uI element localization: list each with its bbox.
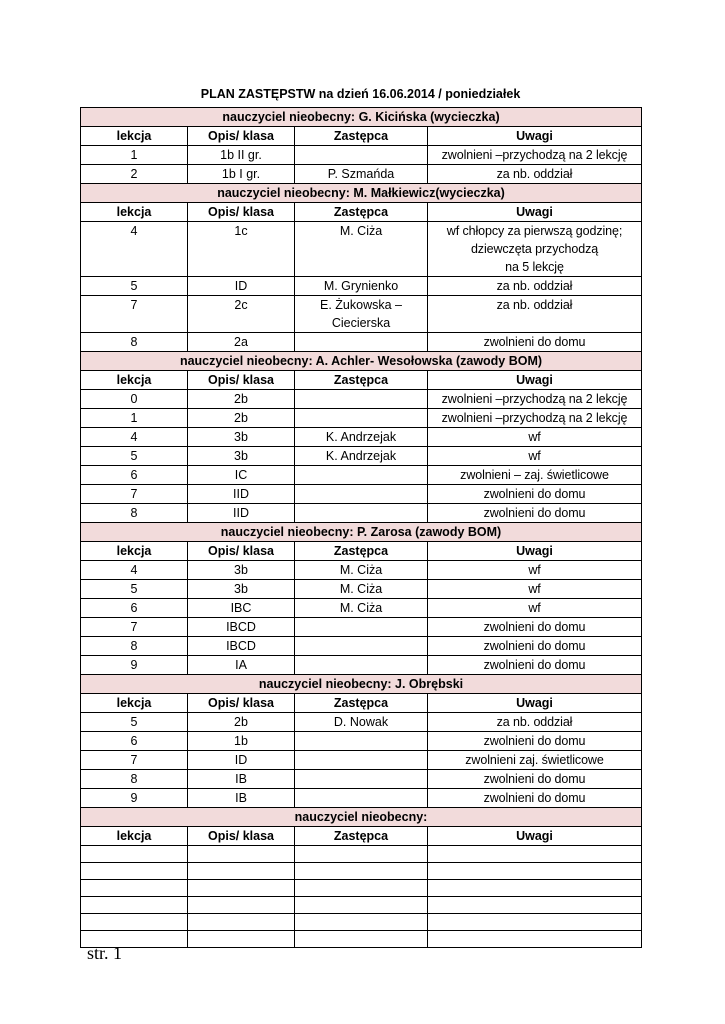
substitute-cell bbox=[295, 618, 428, 637]
class-cell: IID bbox=[188, 504, 295, 523]
column-header: lekcja bbox=[81, 542, 188, 561]
remarks-cell: za nb. oddział bbox=[428, 713, 642, 732]
class-cell: IC bbox=[188, 466, 295, 485]
substitute-cell bbox=[295, 409, 428, 428]
lesson-cell: 7 bbox=[81, 751, 188, 770]
substitute-cell bbox=[295, 789, 428, 808]
table-row bbox=[81, 863, 642, 880]
column-header: Opis/ klasa bbox=[188, 203, 295, 222]
table-row bbox=[81, 504, 642, 523]
column-header-row bbox=[81, 694, 642, 713]
class-cell: 1c bbox=[188, 222, 295, 277]
table-row bbox=[81, 485, 642, 504]
substitute-cell bbox=[295, 770, 428, 789]
column-header: Opis/ klasa bbox=[188, 694, 295, 713]
class-cell: IA bbox=[188, 656, 295, 675]
table-row bbox=[81, 428, 642, 447]
table-row bbox=[81, 931, 642, 948]
lesson-cell: 0 bbox=[81, 390, 188, 409]
column-header-row bbox=[81, 827, 642, 846]
class-cell: 3b bbox=[188, 428, 295, 447]
class-cell: IB bbox=[188, 770, 295, 789]
class-cell: IBCD bbox=[188, 618, 295, 637]
column-header: Uwagi bbox=[428, 127, 642, 146]
lesson-cell: 7 bbox=[81, 296, 188, 333]
table-row bbox=[81, 146, 642, 165]
remarks-cell: zwolnieni –przychodzą na 2 lekcję bbox=[428, 390, 642, 409]
remarks-cell: za nb. oddział bbox=[428, 165, 642, 184]
substitute-cell bbox=[295, 485, 428, 504]
absent-teacher-row bbox=[81, 184, 642, 203]
class-cell: IID bbox=[188, 485, 295, 504]
class-cell: 2b bbox=[188, 409, 295, 428]
substitute-cell bbox=[295, 390, 428, 409]
class-cell bbox=[188, 863, 295, 880]
class-cell: 3b bbox=[188, 580, 295, 599]
table-row bbox=[81, 333, 642, 352]
remarks-cell: zwolnieni do domu bbox=[428, 656, 642, 675]
remarks-cell: zwolnieni –przychodzą na 2 lekcję bbox=[428, 409, 642, 428]
remarks-cell: wf chłopcy za pierwszą godzinę; dziewczęta przychodzą na 5 lekcję bbox=[428, 222, 642, 277]
class-cell: 1b I gr. bbox=[188, 165, 295, 184]
class-cell: 2b bbox=[188, 713, 295, 732]
table-row bbox=[81, 656, 642, 675]
substitute-cell bbox=[295, 656, 428, 675]
substitute-cell bbox=[295, 880, 428, 897]
substitute-cell bbox=[295, 637, 428, 656]
column-header: Uwagi bbox=[428, 827, 642, 846]
absent-teacher-label: nauczyciel nieobecny: J. Obrębski bbox=[81, 675, 642, 694]
column-header: Opis/ klasa bbox=[188, 371, 295, 390]
column-header-row bbox=[81, 542, 642, 561]
column-header: Zastępca bbox=[295, 694, 428, 713]
class-cell: 2a bbox=[188, 333, 295, 352]
class-cell: 1b bbox=[188, 732, 295, 751]
column-header: Zastępca bbox=[295, 371, 428, 390]
table-row bbox=[81, 751, 642, 770]
remarks-cell: zwolnieni do domu bbox=[428, 333, 642, 352]
column-header: lekcja bbox=[81, 127, 188, 146]
table-row bbox=[81, 618, 642, 637]
class-cell: IB bbox=[188, 789, 295, 808]
table-row bbox=[81, 165, 642, 184]
class-cell: 2b bbox=[188, 390, 295, 409]
remarks-cell bbox=[428, 880, 642, 897]
column-header: Opis/ klasa bbox=[188, 127, 295, 146]
substitute-cell: M. Ciża bbox=[295, 599, 428, 618]
lesson-cell: 5 bbox=[81, 713, 188, 732]
lesson-cell: 8 bbox=[81, 333, 188, 352]
absent-teacher-row bbox=[81, 523, 642, 542]
remarks-cell: za nb. oddział bbox=[428, 277, 642, 296]
class-cell: 3b bbox=[188, 447, 295, 466]
lesson-cell: 7 bbox=[81, 485, 188, 504]
lesson-cell: 8 bbox=[81, 637, 188, 656]
table-row bbox=[81, 846, 642, 863]
column-header: Zastępca bbox=[295, 127, 428, 146]
absent-teacher-row bbox=[81, 352, 642, 371]
substitute-cell bbox=[295, 914, 428, 931]
table-row bbox=[81, 580, 642, 599]
lesson-cell: 8 bbox=[81, 504, 188, 523]
class-cell: 2c bbox=[188, 296, 295, 333]
column-header: Uwagi bbox=[428, 203, 642, 222]
lesson-cell: 5 bbox=[81, 277, 188, 296]
table-row bbox=[81, 296, 642, 333]
remarks-cell: zwolnieni –przychodzą na 2 lekcję bbox=[428, 146, 642, 165]
lesson-cell: 5 bbox=[81, 580, 188, 599]
remarks-cell: wf bbox=[428, 599, 642, 618]
substitution-table-body bbox=[81, 108, 642, 948]
lesson-cell bbox=[81, 846, 188, 863]
absent-teacher-label: nauczyciel nieobecny: P. Zarosa (zawody BOM) bbox=[81, 523, 642, 542]
page-number: str. 1 bbox=[87, 943, 123, 963]
lesson-cell: 1 bbox=[81, 146, 188, 165]
table-row bbox=[81, 880, 642, 897]
remarks-cell: zwolnieni do domu bbox=[428, 637, 642, 656]
substitute-cell: K. Andrzejak bbox=[295, 428, 428, 447]
lesson-cell bbox=[81, 863, 188, 880]
lesson-cell: 6 bbox=[81, 732, 188, 751]
substitute-cell bbox=[295, 863, 428, 880]
absent-teacher-label: nauczyciel nieobecny: A. Achler- Wesołowska (zawody BOM) bbox=[81, 352, 642, 371]
substitute-cell bbox=[295, 897, 428, 914]
column-header: lekcja bbox=[81, 694, 188, 713]
remarks-cell: wf bbox=[428, 561, 642, 580]
lesson-cell bbox=[81, 880, 188, 897]
lesson-cell: 4 bbox=[81, 428, 188, 447]
substitute-cell: M. Ciża bbox=[295, 222, 428, 277]
remarks-cell: zwolnieni do domu bbox=[428, 770, 642, 789]
table-row bbox=[81, 390, 642, 409]
column-header-row bbox=[81, 371, 642, 390]
class-cell bbox=[188, 846, 295, 863]
remarks-cell: zwolnieni – zaj. świetlicowe bbox=[428, 466, 642, 485]
lesson-cell: 7 bbox=[81, 618, 188, 637]
remarks-cell bbox=[428, 846, 642, 863]
absent-teacher-row bbox=[81, 108, 642, 127]
substitute-cell: P. Szmańda bbox=[295, 165, 428, 184]
substitute-cell bbox=[295, 504, 428, 523]
substitute-cell: M. Ciża bbox=[295, 580, 428, 599]
remarks-cell bbox=[428, 863, 642, 880]
absent-teacher-label: nauczyciel nieobecny: M. Małkiewicz(wycieczka) bbox=[81, 184, 642, 203]
table-row bbox=[81, 789, 642, 808]
class-cell bbox=[188, 880, 295, 897]
substitute-cell: M. Grynienko bbox=[295, 277, 428, 296]
substitute-cell bbox=[295, 931, 428, 948]
remarks-cell: wf bbox=[428, 428, 642, 447]
class-cell bbox=[188, 897, 295, 914]
table-row bbox=[81, 222, 642, 277]
column-header: Uwagi bbox=[428, 371, 642, 390]
substitute-cell: K. Andrzejak bbox=[295, 447, 428, 466]
column-header: Zastępca bbox=[295, 203, 428, 222]
remarks-cell bbox=[428, 897, 642, 914]
column-header: Opis/ klasa bbox=[188, 827, 295, 846]
class-cell: IBCD bbox=[188, 637, 295, 656]
table-row bbox=[81, 713, 642, 732]
table-row bbox=[81, 599, 642, 618]
column-header: lekcja bbox=[81, 827, 188, 846]
substitute-cell: D. Nowak bbox=[295, 713, 428, 732]
table-row bbox=[81, 466, 642, 485]
class-cell bbox=[188, 931, 295, 948]
table-row bbox=[81, 447, 642, 466]
column-header: Zastępca bbox=[295, 827, 428, 846]
substitution-table bbox=[80, 107, 642, 948]
substitute-cell bbox=[295, 333, 428, 352]
absent-teacher-row bbox=[81, 808, 642, 827]
column-header: Uwagi bbox=[428, 694, 642, 713]
table-row bbox=[81, 637, 642, 656]
absent-teacher-label: nauczyciel nieobecny: bbox=[81, 808, 642, 827]
table-row bbox=[81, 561, 642, 580]
substitute-cell bbox=[295, 732, 428, 751]
class-cell bbox=[188, 914, 295, 931]
class-cell: IBC bbox=[188, 599, 295, 618]
substitute-cell bbox=[295, 846, 428, 863]
lesson-cell: 1 bbox=[81, 409, 188, 428]
remarks-cell: zwolnieni zaj. świetlicowe bbox=[428, 751, 642, 770]
column-header-row bbox=[81, 127, 642, 146]
lesson-cell: 8 bbox=[81, 770, 188, 789]
remarks-cell bbox=[428, 931, 642, 948]
substitute-cell: E. Żukowska – Ciecierska bbox=[295, 296, 428, 333]
absent-teacher-row bbox=[81, 675, 642, 694]
column-header: Uwagi bbox=[428, 542, 642, 561]
table-row bbox=[81, 897, 642, 914]
column-header: lekcja bbox=[81, 371, 188, 390]
lesson-cell: 4 bbox=[81, 222, 188, 277]
remarks-cell: zwolnieni do domu bbox=[428, 485, 642, 504]
table-row bbox=[81, 277, 642, 296]
column-header: Zastępca bbox=[295, 542, 428, 561]
absent-teacher-label: nauczyciel nieobecny: G. Kicińska (wycieczka) bbox=[81, 108, 642, 127]
remarks-cell: wf bbox=[428, 447, 642, 466]
table-row bbox=[81, 770, 642, 789]
remarks-cell: zwolnieni do domu bbox=[428, 618, 642, 637]
column-header: Opis/ klasa bbox=[188, 542, 295, 561]
remarks-cell bbox=[428, 914, 642, 931]
table-row bbox=[81, 914, 642, 931]
lesson-cell bbox=[81, 897, 188, 914]
lesson-cell: 9 bbox=[81, 789, 188, 808]
lesson-cell: 4 bbox=[81, 561, 188, 580]
lesson-cell: 5 bbox=[81, 447, 188, 466]
class-cell: ID bbox=[188, 751, 295, 770]
substitute-cell bbox=[295, 466, 428, 485]
table-row bbox=[81, 409, 642, 428]
class-cell: 3b bbox=[188, 561, 295, 580]
substitute-cell bbox=[295, 146, 428, 165]
lesson-cell: 6 bbox=[81, 599, 188, 618]
remarks-cell: zwolnieni do domu bbox=[428, 789, 642, 808]
class-cell: 1b II gr. bbox=[188, 146, 295, 165]
table-row bbox=[81, 732, 642, 751]
column-header-row bbox=[81, 203, 642, 222]
remarks-cell: za nb. oddział bbox=[428, 296, 642, 333]
document-title: PLAN ZASTĘPSTW na dzień 16.06.2014 / poniedziałek bbox=[200, 87, 521, 101]
remarks-cell: wf bbox=[428, 580, 642, 599]
class-cell: ID bbox=[188, 277, 295, 296]
remarks-cell: zwolnieni do domu bbox=[428, 732, 642, 751]
lesson-cell bbox=[81, 914, 188, 931]
substitute-cell: M. Ciża bbox=[295, 561, 428, 580]
lesson-cell: 2 bbox=[81, 165, 188, 184]
lesson-cell: 6 bbox=[81, 466, 188, 485]
column-header: lekcja bbox=[81, 203, 188, 222]
lesson-cell: 9 bbox=[81, 656, 188, 675]
remarks-cell: zwolnieni do domu bbox=[428, 504, 642, 523]
substitute-cell bbox=[295, 751, 428, 770]
